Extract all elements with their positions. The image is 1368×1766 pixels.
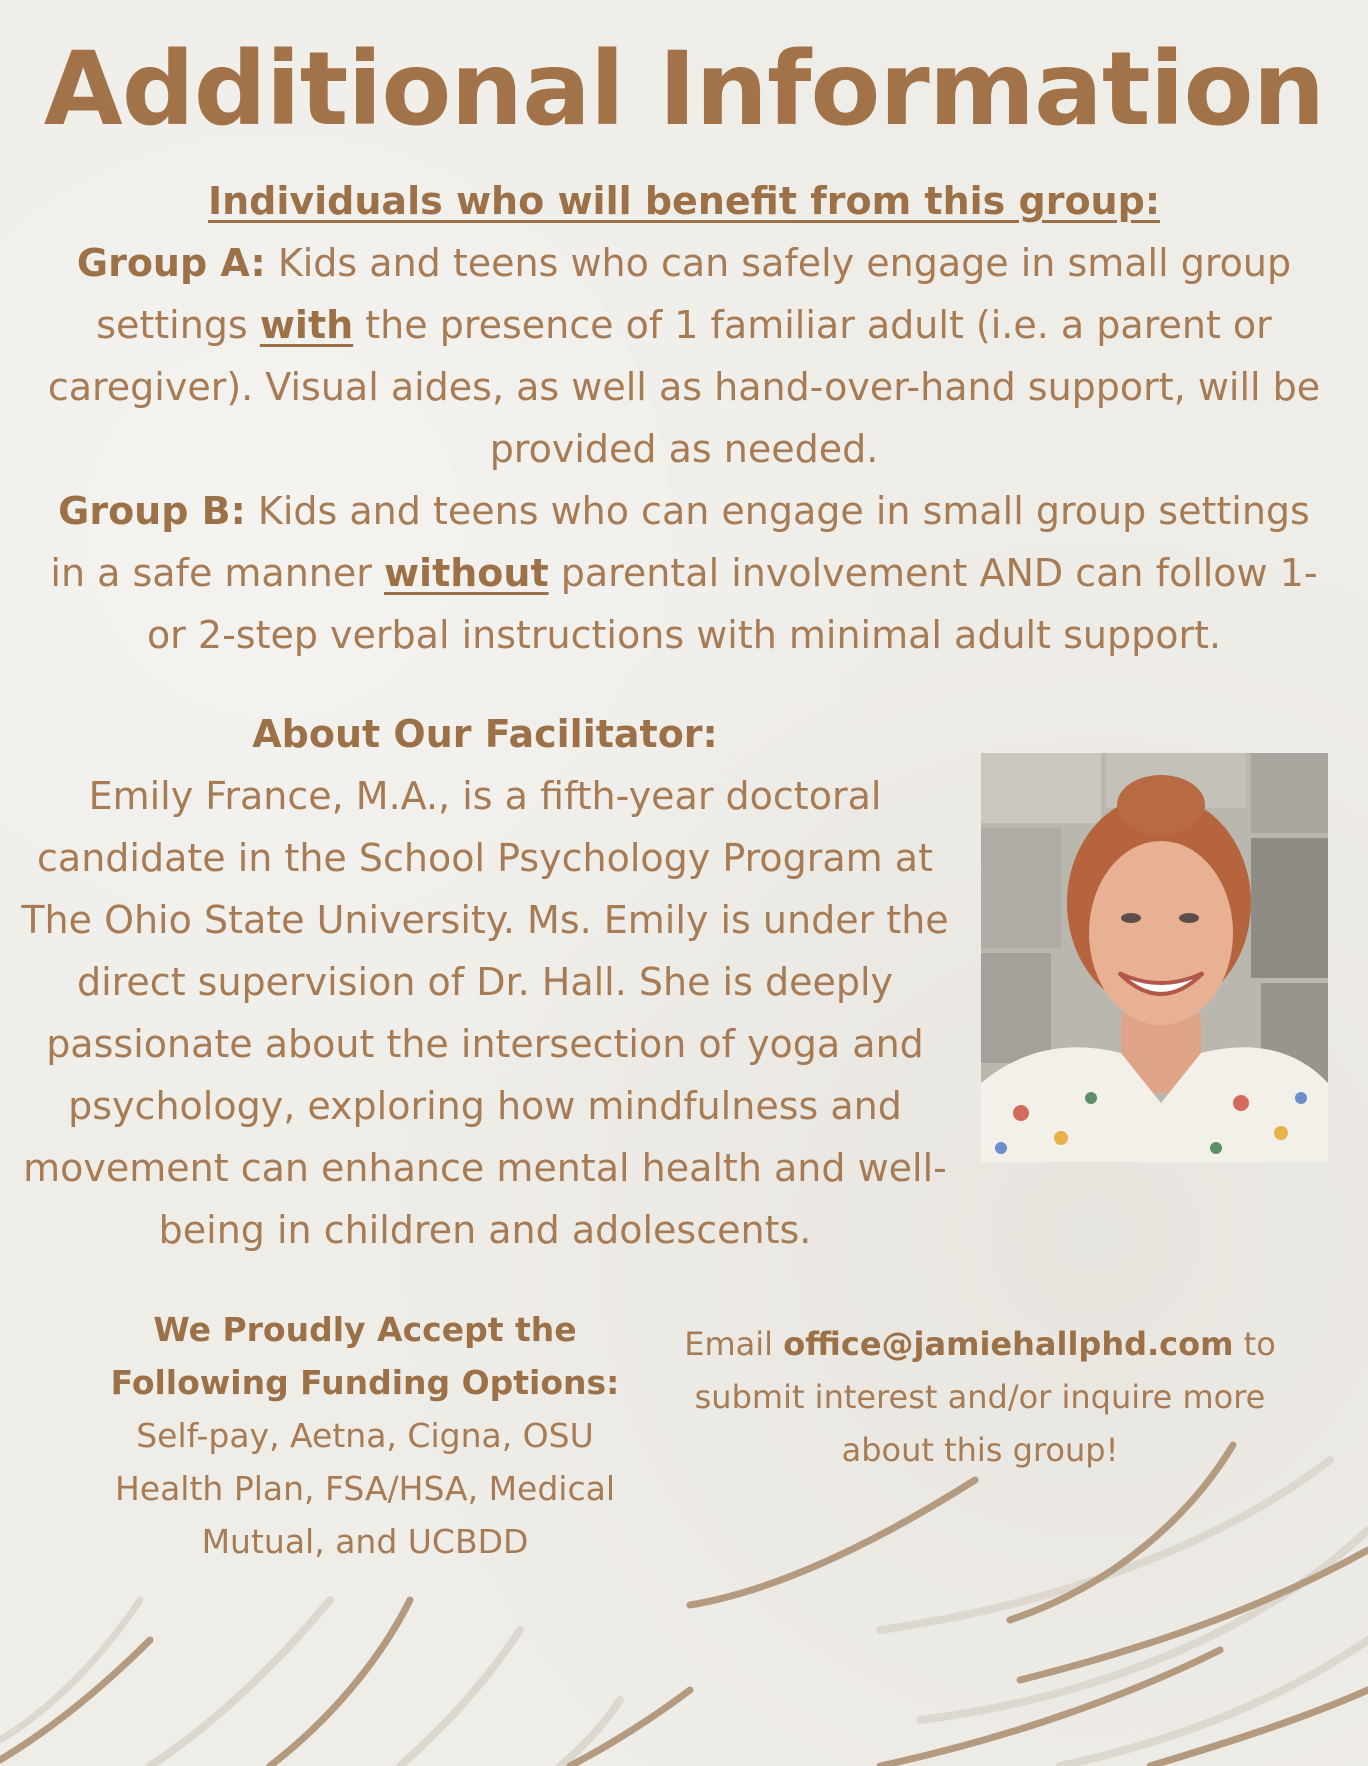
facilitator-bio: Emily France, M.A., is a fifth-year doctoral candidate in the School Psychology Program at The Ohio State University. Ms. Emily is under the direct supervision of Dr. Hall. She is deeply passionate about the intersection of yoga and psychology, exploring how mindfulness and movement can enhance mental health and well-being in children and adolescents. xyxy=(21,774,949,1252)
contact-suffix: to submit interest and/or inquire more about this group! xyxy=(694,1325,1276,1469)
group-a-paragraph xyxy=(40,232,1328,480)
page-title: Additional Information xyxy=(43,30,1325,149)
group-a-label: Group A: xyxy=(76,241,266,285)
group-a-text-1: Kids and teens who can safely engage in small group settings xyxy=(96,241,1292,347)
funding-heading: We Proudly Accept the Following Funding Options: xyxy=(110,1310,620,1402)
group-b-text-1: Kids and teens who can engage in small group settings in a safe manner xyxy=(50,489,1310,595)
facilitator-photo xyxy=(981,753,1328,1162)
benefit-section xyxy=(40,170,1328,666)
contact-prefix: Email xyxy=(684,1325,784,1363)
group-a-emphasis: with xyxy=(259,303,354,347)
group-b-text-2: parental involvement AND can follow 1- or 2-step verbal instructions with minimal adult support. xyxy=(146,551,1318,657)
group-a-text-2: the presence of 1 familiar adult (i.e. a parent or caregiver). Visual aides, as well as hand-over-hand support, will be provided as needed. xyxy=(47,303,1321,471)
group-b-paragraph xyxy=(40,480,1328,666)
group-b-emphasis: without xyxy=(383,551,549,595)
contact-email-link[interactable]: office@jamiehallphd.com xyxy=(783,1325,1234,1363)
funding-section xyxy=(80,1303,650,1568)
facilitator-section xyxy=(10,703,960,1261)
funding-options: Self-pay, Aetna, Cigna, OSU Health Plan, FSA/HSA, Medical Mutual, and UCBDD xyxy=(114,1416,616,1561)
facilitator-heading: About Our Facilitator: xyxy=(252,712,718,756)
contact-section xyxy=(660,1318,1300,1477)
benefit-heading: Individuals who will benefit from this group: xyxy=(207,179,1161,223)
group-b-label: Group B: xyxy=(58,489,246,533)
portrait-photo-icon xyxy=(981,753,1328,1162)
